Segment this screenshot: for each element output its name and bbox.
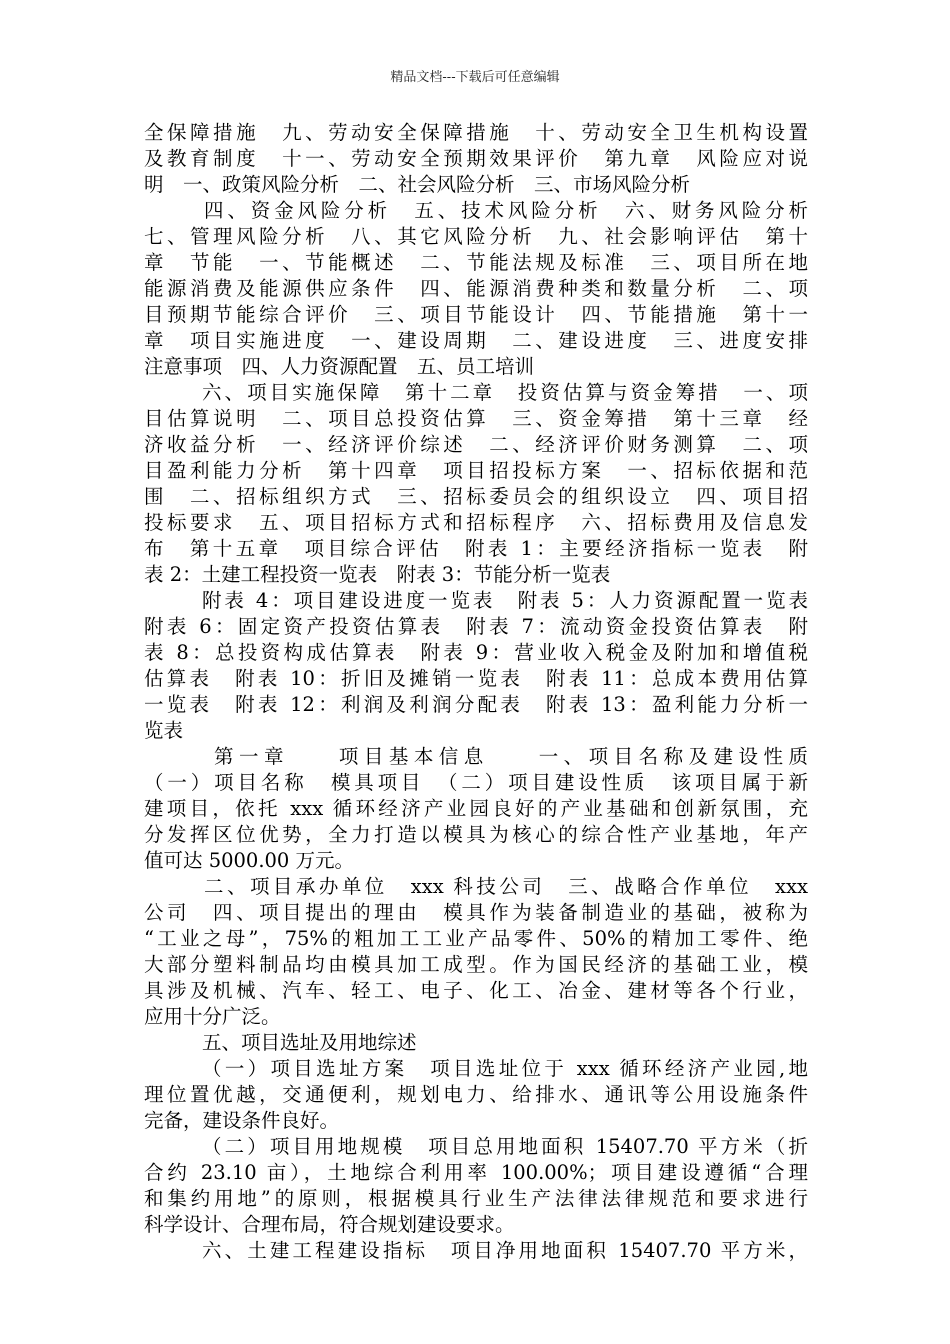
text-line: 二、项目承办单位 xxx 科技公司 三、战略合作单位 xxx bbox=[204, 875, 808, 898]
text-line: 表 2：土建工程投资一览表 附表 3：节能分析一览表 bbox=[144, 563, 611, 586]
text-line: 明 一、政策风险分析 二、社会风险分析 三、市场风险分析 bbox=[144, 173, 691, 196]
text-line: 和集约用地”的原则，根据模具行业生产法律法律规范和要求进行 bbox=[144, 1187, 808, 1210]
text-line: 附表 6：固定资产投资估算表 附表 7：流动资金投资估算表 附 bbox=[144, 615, 808, 638]
text-line: （一）项目名称 模具项目 （二）项目建设性质 该项目属于新 bbox=[144, 771, 808, 794]
text-line: 全保障措施 九、劳动安全保障措施 十、劳动安全卫生机构设置 bbox=[144, 121, 808, 144]
text-line: 注意事项 四、人力资源配置 五、员工培训 bbox=[144, 355, 535, 378]
text-line: 科学设计、合理布局，符合规划建设要求。 bbox=[144, 1213, 515, 1236]
text-line: （二）项目用地规模 项目总用地面积 15407.70 平方米（折 bbox=[202, 1135, 808, 1158]
text-line: 表 8：总投资构成估算表 附表 9：营业收入税金及附加和增值税 bbox=[144, 641, 808, 664]
text-line: 能源消费及能源供应条件 四、能源消费种类和数量分析 二、项 bbox=[144, 277, 808, 300]
text-line: 目估算说明 二、项目总投资估算 三、资金筹措 第十三章 经 bbox=[144, 407, 808, 430]
text-line: 理位置优越，交通便利，规划电力、给排水、通讯等公用设施条件 bbox=[144, 1083, 808, 1106]
text-line: “工业之母”，75%的粗加工工业产品零件、50%的精加工零件、绝 bbox=[144, 927, 808, 950]
text-line: 公司 四、项目提出的理由 模具作为装备制造业的基础，被称为 bbox=[144, 901, 808, 924]
page-header: 精品文档---下载后可任意编辑 bbox=[390, 70, 560, 85]
text-line: 应用十分广泛。 bbox=[144, 1005, 281, 1028]
text-line: 及教育制度 十一、劳动安全预期效果评价 第九章 风险应对说 bbox=[144, 147, 808, 170]
text-line: 目预期节能综合评价 三、项目节能设计 四、节能措施 第十一 bbox=[144, 303, 808, 326]
text-line: 四、资金风险分析 五、技术风险分析 六、财务风险分析 bbox=[204, 199, 808, 222]
text-line: 览表 bbox=[144, 719, 184, 742]
text-line: 围 二、招标组织方式 三、招标委员会的组织设立 四、项目招 bbox=[144, 485, 808, 508]
text-line: 投标要求 五、项目招标方式和招标程序 六、招标费用及信息发 bbox=[144, 511, 808, 534]
text-line: 目盈利能力分析 第十四章 项目招投标方案 一、招标依据和范 bbox=[144, 459, 808, 482]
text-line: 具涉及机械、汽车、轻工、电子、化工、冶金、建材等各个行业， bbox=[144, 979, 808, 1002]
text-line: 六、土建工程建设指标 项目净用地面积 15407.70 平方米， bbox=[202, 1239, 808, 1262]
text-line: 一览表 附表 12：利润及利润分配表 附表 13：盈利能力分析一 bbox=[144, 693, 808, 716]
text-line: （一）项目选址方案 项目选址位于 xxx 循环经济产业园,地 bbox=[202, 1057, 808, 1080]
text-line: 布 第十五章 项目综合评估 附表 1：主要经济指标一览表 附 bbox=[144, 537, 808, 560]
text-line: 章 节能 一、节能概述 二、节能法规及标准 三、项目所在地 bbox=[144, 251, 808, 274]
text-line: 大部分塑料制品均由模具加工成型。作为国民经济的基础工业，模 bbox=[144, 953, 808, 976]
text-line: 完备，建设条件良好。 bbox=[144, 1109, 340, 1132]
text-line: 济收益分析 一、经济评价综述 二、经济评价财务测算 二、项 bbox=[144, 433, 808, 456]
text-line: 附表 4：项目建设进度一览表 附表 5：人力资源配置一览表 bbox=[202, 589, 808, 612]
document-body bbox=[144, 120, 808, 1264]
text-line: 第一章 项目基本信息 一、项目名称及建设性质 bbox=[214, 745, 808, 768]
text-line: 五、项目选址及用地综述 bbox=[202, 1031, 417, 1054]
text-line: 合约 23.10 亩），土地综合利用率 100.00%；项目建设遵循“合理 bbox=[144, 1161, 808, 1184]
text-line: 建项目，依托 xxx 循环经济产业园良好的产业基础和创新氛围，充 bbox=[144, 797, 808, 820]
text-line: 估算表 附表 10：折旧及摊销一览表 附表 11：总成本费用估算 bbox=[144, 667, 808, 690]
text-line: 分发挥区位优势，全力打造以模具为核心的综合性产业基地，年产 bbox=[144, 823, 808, 846]
text-line: 六、项目实施保障 第十二章 投资估算与资金筹措 一、项 bbox=[202, 381, 808, 404]
text-line: 值可达 5000.00 万元。 bbox=[144, 849, 355, 872]
text-line: 七、管理风险分析 八、其它风险分析 九、社会影响评估 第十 bbox=[144, 225, 808, 248]
text-line: 章 项目实施进度 一、建设周期 二、建设进度 三、进度安排 bbox=[144, 329, 808, 352]
